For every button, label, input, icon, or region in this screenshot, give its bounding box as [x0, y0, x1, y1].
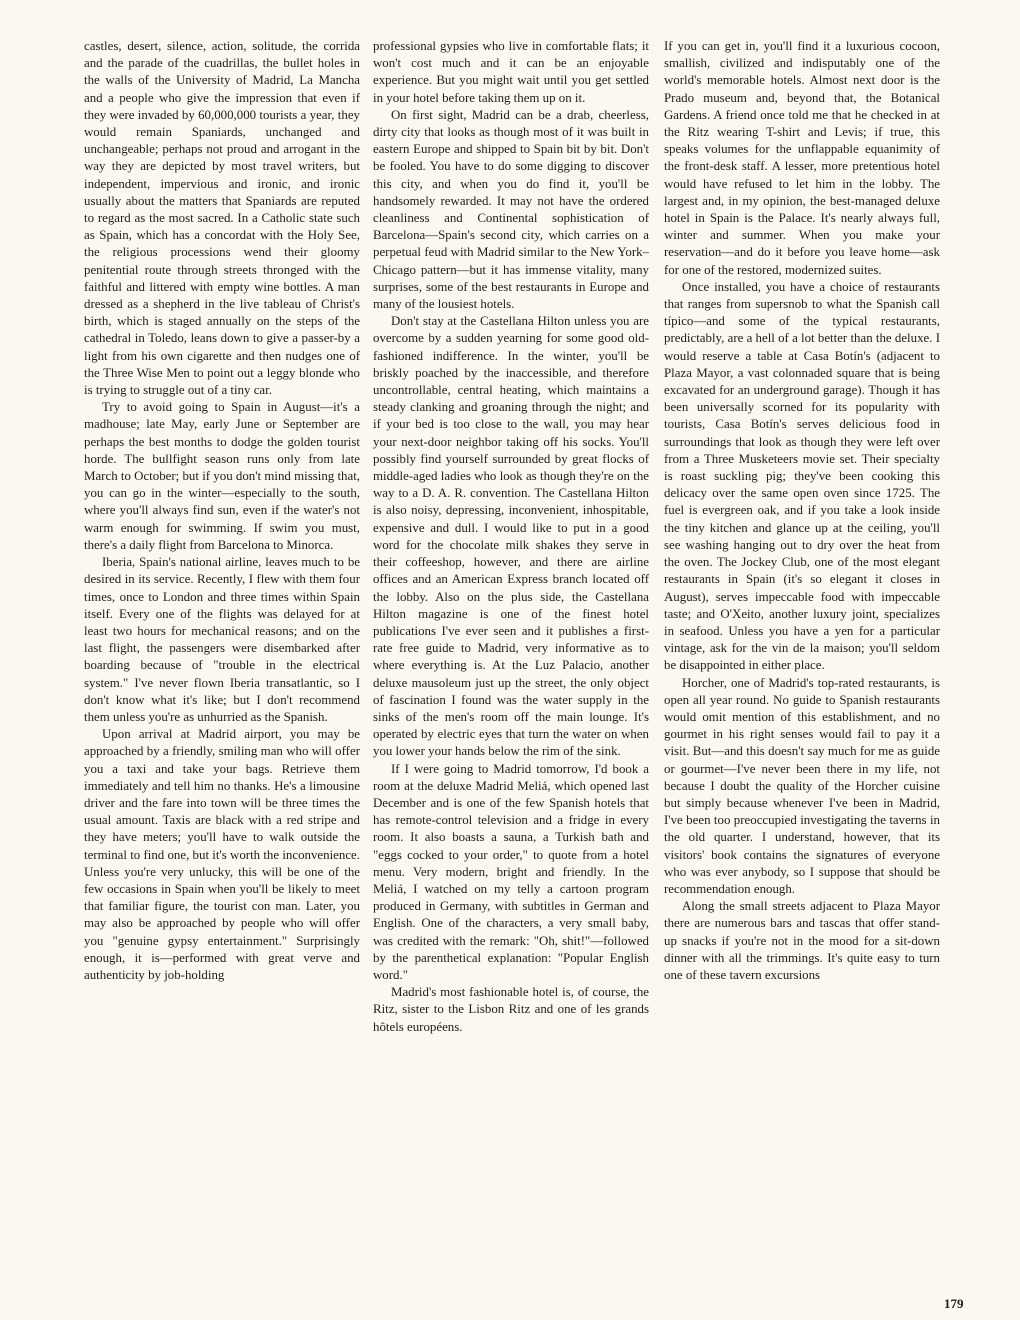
paragraph: Along the small streets adjacent to Plaza Mayor there are numerous bars and tascas that offer stand-up snacks if you're not in the mood for a sit-down dinner with all the trimmings. It's quite easy to turn one of these tavern excursions: [664, 899, 940, 982]
paragraph: If I were going to Madrid tomorrow, I'd book a room at the deluxe Madrid Meliá, which opened last December and is one of the few Spanish hotels that has remote-control television and a fridge in every room. It also boasts a sauna, a Turkish bath and "eggs cocked to your order," to quote from a hotel menu. Very modern, bright and friendly. In the Meliá, I watched on my telly a cartoon program produced in Germany, with subtitles in German and English. One of the characters, a very small baby, was credited with the remark: "Oh, shit!"—followed by the parenthetical explanation: "Popular English word.": [373, 761, 649, 982]
paragraph: On first sight, Madrid can be a drab, cheerless, dirty city that looks as though most of it was built in eastern Europe and shipped to Spain bit by bit. Don't be fooled. You have to do some digging to discover this city, and when you do find it, you'll be handsomely rewarded. It may not have the ordered cleanliness and Continental sophistication of Barcelona—Spain's second city, which carries on a perpetual feud with Madrid similar to the New York–Chicago pattern—but it has immense vitality, many surprises, some of the best restaurants in Europe and many of the lousiest hotels.: [373, 107, 649, 312]
paragraph: Horcher, one of Madrid's top-rated restaurants, is open all year round. No guide to Spanish restaurants would omit mention of this establishment, and no gourmet in his right senses would fail to pay it a visit. But—and this doesn't say much for me as guide or gourmet—I've never been there in my life, not because I doubt the quality of the Horcher cuisine but simply because whenever I've been in Madrid, I've been too preoccupied investigating the taverns in the old quarter. I understand, however, that its visitors' book contains the signatures of everyone who was ever anybody, so I suppose that should be recommendation enough.: [664, 675, 940, 896]
paragraph: Iberia, Spain's national airline, leaves much to be desired in its service. Recently, I flew with them four times, once to London and three times within Spain itself. Every one of the flights was delayed for at least two hours for mechanical reasons; and on the last flight, the passengers were disembarked after boarding because of "trouble in the electrical system." I've never flown Iberia transatlantic, so I don't know what it's like; but I don't recommend them unless you're as unhurried as the Spanish.: [84, 555, 360, 724]
paragraph: Upon arrival at Madrid airport, you may be approached by a friendly, smiling man who will offer you a taxi and take your bags. Retrieve them immediately and tell him no thanks. He's a limousine driver and the fare into town will be three times the usual amount. Taxis are black with a red stripe and they have meters; you'll have to walk outside the terminal to find one, but it's worth the inconvenience. Unless you're very unlucky, this will be one of the few occasions in Spain when you'll be likely to meet that familiar figure, the tourist con man. Later, you may also be approached by people who will offer you "genuine gypsy entertainment." Surprisingly enough, it is—performed with great verve and authenticity by job-holding: [84, 727, 360, 982]
text-column-2: [373, 38, 649, 1036]
text-column-1: [84, 38, 360, 984]
paragraph: professional gypsies who live in comfortable flats; it won't cost much and it can be an enjoyable experience. But you might wait until you get settled in your hotel before taking them up on it.: [373, 39, 649, 105]
paragraph: Try to avoid going to Spain in August—it's a madhouse; late May, early June or September are perhaps the best months to dodge the golden tourist horde. The bullfight season runs only from late March to October; but if you don't mind missing that, you can go in the winter—especially to the south, where you'll always find sun, even if the water's not warm enough for swimming. If swim you must, there's a daily flight from Barcelona to Minorca.: [84, 400, 360, 552]
paragraph: castles, desert, silence, action, solitude, the corrida and the parade of the cuadrillas, the bullet holes in the walls of the University of Madrid, La Mancha and a people who give the impression that even if they were invaded by 60,000,000 tourists a year, they would remain Spaniards, unchanged and unchangeable; perhaps not proud and arrogant in the way they are depicted by most travel writers, but independent, impervious and ironic, and ironic usually about the matters that Spaniards are reputed to regard as the most sacred. In a Catholic state such as Spain, which has a concordat with the Holy See, the religious processions wend their gloomy penitential route through streets thronged with the faithful and littered with empty wine bottles. A man dressed as a shepherd in the live tableau of Christ's birth, which is staged annually on the steps of the cathedral in Toledo, leans down to give a passer-by a light from his own cigarette and then nudges one of the Three Wise Men to point out a leggy blonde who is trying to struggle out of a tiny car.: [84, 39, 360, 398]
paragraph: Once installed, you have a choice of restaurants that ranges from supersnob to what the Spanish call típico—and some of the typical restaurants, predictably, are a hell of a lot better than the deluxe. I would reserve a table at Casa Botín's (adjacent to Plaza Mayor, a vast colonnaded square that is being excavated for an underground garage). Though it has been universally scorned for its popularity with tourists, Casa Botín's serves delicious food in surroundings that look as though they were left over from a Three Musketeers movie set. Their specialty is roast suckling pig; they've been cooking this delicacy over the same open oven since 1725. The fuel is evergreen oak, and if you take a look inside the tiny kitchen and glance up at the ceiling, you'll see washing hanging out to dry over the heat from the oven. The Jockey Club, one of the most elegant restaurants in Spain (it's so elegant it closes in August), serves impeccable food with impeccable taste; and O'Xeito, another luxury joint, specializes in seafood. Unless you have a yen for a particular vintage, ask for the vin de la maison; you'll seldom be disappointed in either place.: [664, 279, 940, 673]
paragraph: If you can get in, you'll find it a luxurious cocoon, smallish, civilized and indisputably one of the world's memorable hotels. Almost next door is the Prado museum and, beyond that, the Botanical Gardens. A friend once told me that he checked in at the Ritz wearing T-shirt and Levis; if true, this speaks volumes for the unflappable equanimity of the front-desk staff. A lesser, more pretentious hotel would have refused to let him in the lobby. The largest and, in my opinion, the best-managed deluxe hotel in Spain is the Palace. It's nearly always full, winter and summer. When you make your reservation—and do it before you leave home—ask for one of the restored, modernized suites.: [664, 39, 940, 277]
text-column-3: [664, 38, 940, 984]
paragraph: Don't stay at the Castellana Hilton unless you are overcome by a sudden yearning for some good old-fashioned indifference. In the winter, you'll be briskly poached by the inaccessible, and therefore uncontrollable, central heating, which maintains a steady clanking and groaning through the night; and if your bed is too close to the wall, you may hear your next-door neighbor taking off his socks. You'll possibly find yourself surrounded by great flocks of middle-aged ladies who look as though they're on the way to a D. A. R. convention. The Castellana Hilton is also noisy, depressing, inconvenient, inhospitable, expensive and dull. I would like to put in a good word for the chocolate milk shakes they serve in their coffeeshop, however, and there are airline offices and an American Express branch located off the lobby. Also on the plus side, the Castellana Hilton magazine is one of the finest hotel publications I've ever seen and it publishes a first-rate free guide to Madrid, very informative as to where everything is. At the Luz Palacio, another deluxe mausoleum just up the street, the only object of fascination I found was the water supply in the sinks of the men's room off the main lounge. It's operated by electric eyes that turn the water on when you lower your hands below the rim of the sink.: [373, 314, 649, 759]
page-number: 179: [944, 1296, 964, 1311]
paragraph: Madrid's most fashionable hotel is, of course, the Ritz, sister to the Lisbon Ritz and one of les grands hôtels européens.: [373, 985, 649, 1034]
